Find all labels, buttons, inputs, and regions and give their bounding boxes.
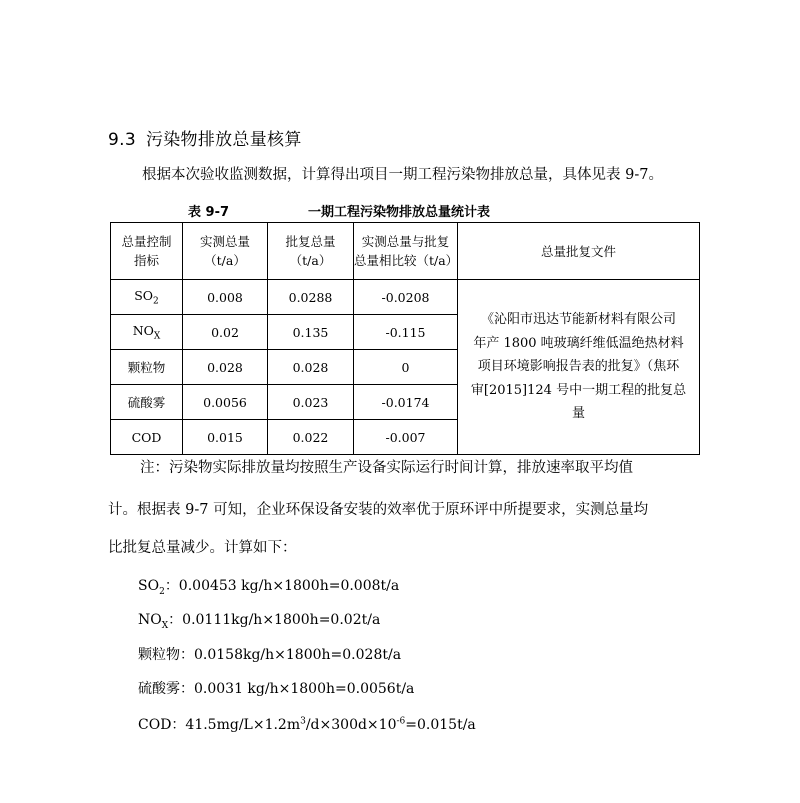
cell-indicator: 硫酸雾 — [111, 385, 183, 420]
cell-approved: 0.022 — [268, 420, 354, 455]
table-row — [111, 280, 700, 315]
cell-measured: 0.028 — [183, 350, 268, 385]
table-header-row — [111, 223, 700, 280]
section-title: 污染物排放总量核算 — [145, 130, 302, 150]
header-measured: 实测总量 （t/a） — [183, 223, 268, 280]
note-line-3: 比批复总量减少。计算如下： — [108, 540, 297, 556]
section-number: 9.3 — [108, 130, 136, 150]
header-compare: 实测总量与批复 总量相比较（t/a） — [354, 223, 458, 280]
cell-compare: -0.115 — [354, 315, 458, 350]
calc-so2: $SO_2$：0.00453 kg/h×1800h=0.008t/a — [138, 578, 400, 597]
cell-measured: 0.02 — [183, 315, 268, 350]
note-line-1: 注：污染物实际排放量均按照生产设备实际运行时间计算，排放速率取平均值 — [140, 460, 633, 476]
cell-compare: -0.007 — [354, 420, 458, 455]
table-number: 表 9-7 — [188, 205, 230, 220]
cell-indicator: $NO_X$ — [111, 315, 183, 350]
cell-approved: 0.135 — [268, 315, 354, 350]
calc-nox: $NO_X$：0.0111kg/h×1800h=0.02t/a — [138, 612, 381, 631]
section-heading — [108, 125, 302, 150]
table-title: 一期工程污染物排放总量统计表 — [308, 205, 491, 220]
cell-indicator: COD — [111, 420, 183, 455]
header-doc: 总量批复文件 — [458, 223, 700, 280]
cell-measured: 0.015 — [183, 420, 268, 455]
note-line-2: 计。根据表 9-7 可知，企业环保设备安装的效率优于原环评中所提要求，实测总量均 — [108, 502, 649, 518]
cell-compare: 0 — [354, 350, 458, 385]
header-indicator: 总量控制 指标 — [111, 223, 183, 280]
emission-total-table — [110, 222, 700, 455]
cell-approved: 0.023 — [268, 385, 354, 420]
approval-document-cell: 《沁阳市迅达节能新材料有限公司 年产 1800 吨玻璃纤维低温绝热材料 项目环境影响报告表的批复》（焦环 审[2015]124 号中一期工程的批复总 量 — [458, 280, 700, 455]
calc-sulfuric-mist: 硫酸雾：0.0031 kg/h×1800h=0.0056t/a — [138, 681, 415, 697]
cell-approved: 0.0288 — [268, 280, 354, 315]
calc-cod: COD：$41.5mg/L\times 1.2m^3/d\times 300d\times 10^{-6}=0.015t/a$ — [138, 716, 476, 733]
cell-measured: 0.0056 — [183, 385, 268, 420]
calc-particulate: 颗粒物：0.0158kg/h×1800h=0.028t/a — [138, 647, 402, 663]
cell-measured: 0.008 — [183, 280, 268, 315]
header-approved: 批复总量 （t/a） — [268, 223, 354, 280]
cell-compare: -0.0174 — [354, 385, 458, 420]
cell-indicator: 颗粒物 — [111, 350, 183, 385]
cell-compare: -0.0208 — [354, 280, 458, 315]
cell-approved: 0.028 — [268, 350, 354, 385]
cell-indicator: $SO_2$ — [111, 280, 183, 315]
intro-paragraph: 根据本次验收监测数据，计算得出项目一期工程污染物排放总量，具体见表 9-7。 — [142, 167, 663, 183]
